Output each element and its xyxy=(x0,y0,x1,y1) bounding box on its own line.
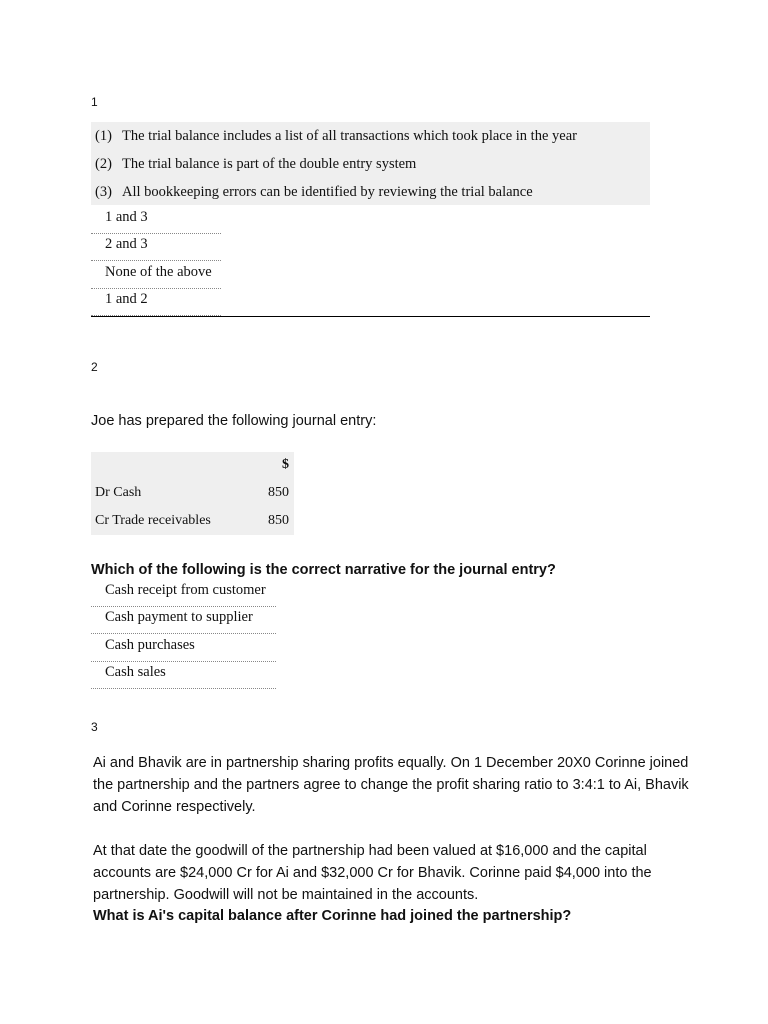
statement-3 xyxy=(95,184,533,201)
statement-3-text: All bookkeeping errors can be identified by reviewing the trial balance xyxy=(122,184,533,200)
journal-entry-table xyxy=(91,452,294,535)
question-divider xyxy=(91,316,650,317)
q2-option-d[interactable] xyxy=(91,661,276,689)
q1-option-a[interactable] xyxy=(91,206,221,234)
q1-option-b-label: 2 and 3 xyxy=(105,236,148,252)
statement-2 xyxy=(95,156,416,173)
journal-row-credit xyxy=(91,508,294,535)
journal-amount: 850 xyxy=(268,485,289,500)
statement-3-label: (3) xyxy=(95,184,112,200)
q1-option-c-label: None of the above xyxy=(105,264,212,280)
q3-paragraph-1: Ai and Bhavik are in partnership sharing profits equally. On 1 December 20X0 Corinne joined the partnership and the partners agree to change the profit sharing ratio to 3:4:1 to Ai, Bhavik and Corinne respectively. xyxy=(93,755,689,815)
question-1-number: 1 xyxy=(91,95,98,109)
journal-account: Cr Trade receivables xyxy=(95,513,211,528)
journal-amount: 850 xyxy=(268,513,289,528)
q2-option-b[interactable] xyxy=(91,606,276,634)
q1-option-a-label: 1 and 3 xyxy=(105,209,148,225)
question-3-number: 3 xyxy=(91,720,98,734)
q1-option-d[interactable] xyxy=(91,288,221,316)
journal-row-debit xyxy=(91,480,294,507)
q2-option-b-label: Cash payment to supplier xyxy=(105,609,253,625)
q2-intro: Joe has prepared the following journal entry: xyxy=(91,413,377,429)
currency-header: $ xyxy=(282,457,289,472)
statement-2-label: (2) xyxy=(95,156,112,172)
statement-2-text: The trial balance is part of the double entry system xyxy=(122,156,417,172)
q3-paragraph-2: At that date the goodwill of the partnership had been valued at $16,000 and the capital accounts are $24,000 Cr for Ai and $32,000 Cr for Bhavik. Corinne paid $4,000 into the partnership. Goodwill will not be maintained in the accounts. xyxy=(93,843,652,903)
q3-question: What is Ai's capital balance after Corinne had joined the partnership? xyxy=(93,908,572,924)
q2-option-a-label: Cash receipt from customer xyxy=(105,582,266,598)
journal-account: Dr Cash xyxy=(95,485,142,500)
q2-option-c[interactable] xyxy=(91,634,276,662)
q2-question: Which of the following is the correct narrative for the journal entry? xyxy=(91,562,556,578)
question-2-number: 2 xyxy=(91,360,98,374)
journal-header-row xyxy=(91,452,294,479)
q1-option-d-label: 1 and 2 xyxy=(105,291,148,307)
q1-statements-box xyxy=(91,122,650,205)
q2-option-a[interactable] xyxy=(91,579,276,607)
q2-option-c-label: Cash purchases xyxy=(105,637,195,653)
statement-1 xyxy=(95,128,577,145)
statement-1-text: The trial balance includes a list of all transactions which took place in the year xyxy=(122,128,577,144)
q2-option-d-label: Cash sales xyxy=(105,664,166,680)
q1-option-b[interactable] xyxy=(91,233,221,261)
statement-1-label: (1) xyxy=(95,128,112,144)
q1-option-c[interactable] xyxy=(91,261,221,289)
